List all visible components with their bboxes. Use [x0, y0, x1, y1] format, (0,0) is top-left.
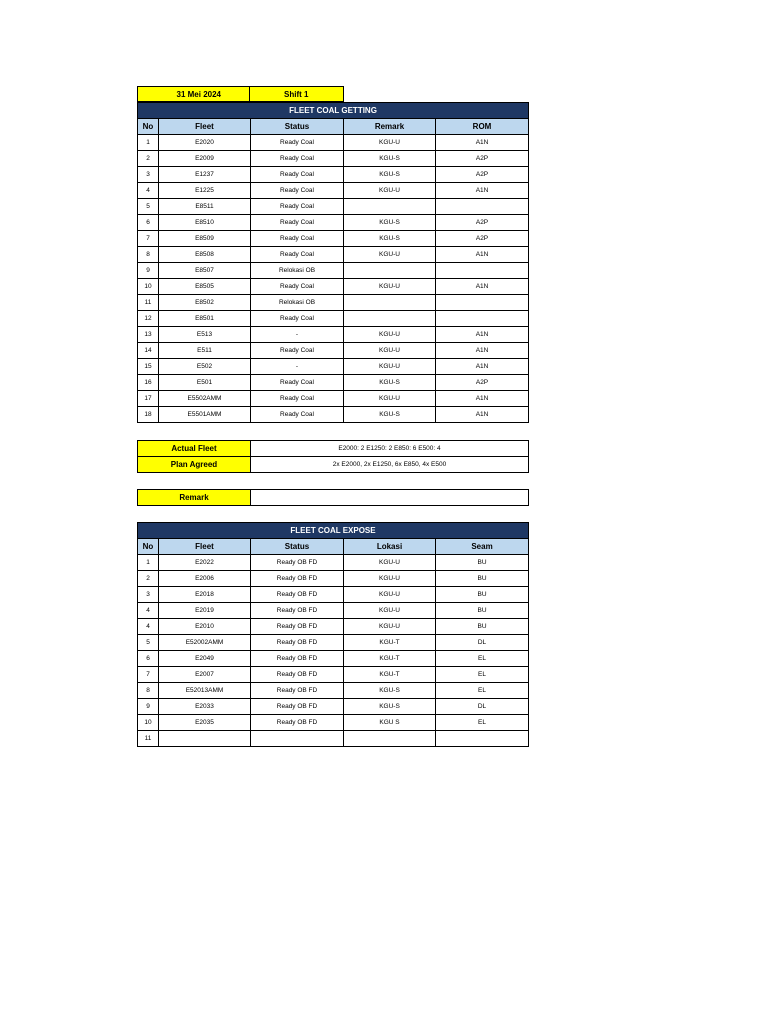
table-cell: Ready Coal: [251, 407, 344, 423]
table-cell: EL: [436, 715, 529, 731]
table-cell: KGU-U: [344, 555, 436, 571]
fleet-coal-getting-section: [137, 102, 529, 423]
table-cell: A1N: [436, 359, 529, 375]
table-row: [138, 215, 529, 231]
table-row: [138, 135, 529, 151]
table-cell: Ready OB FD: [251, 651, 344, 667]
table-cell: KGU-S: [344, 699, 436, 715]
actual-fleet-row: [138, 441, 529, 457]
table-cell: E8509: [159, 231, 251, 247]
table-cell: E502: [159, 359, 251, 375]
table-cell: A1N: [436, 407, 529, 423]
table-row: [138, 279, 529, 295]
table-row: [138, 651, 529, 667]
table-row: [138, 587, 529, 603]
table-cell: KGU-T: [344, 651, 436, 667]
expose-col-header: Status: [251, 539, 344, 555]
table-cell: A1N: [436, 183, 529, 199]
report-date: 31 Mei 2024: [138, 87, 250, 102]
table-cell: E2022: [159, 555, 251, 571]
table-cell: 3: [138, 167, 159, 183]
table-cell: KGU-S: [344, 167, 436, 183]
table-cell: E5502AMM: [159, 391, 251, 407]
actual-fleet-label: Actual Fleet: [138, 441, 251, 457]
table-cell: KGU-S: [344, 231, 436, 247]
table-cell: Ready Coal: [251, 167, 344, 183]
table-cell: E2035: [159, 715, 251, 731]
table-cell: KGU-U: [344, 183, 436, 199]
table-row: [138, 715, 529, 731]
table-cell: 13: [138, 327, 159, 343]
table-row: [138, 247, 529, 263]
table-cell: BU: [436, 571, 529, 587]
table-cell: 2: [138, 571, 159, 587]
table-row: [138, 375, 529, 391]
table-cell: KGU-S: [344, 407, 436, 423]
table-cell: E52013AMM: [159, 683, 251, 699]
table-cell: 14: [138, 343, 159, 359]
expose-col-header: Seam: [436, 539, 529, 555]
table-row: [138, 327, 529, 343]
table-cell: KGU-U: [344, 603, 436, 619]
table-cell: BU: [436, 619, 529, 635]
table-row: [138, 555, 529, 571]
remark-value: [251, 490, 529, 506]
table-cell: Ready Coal: [251, 391, 344, 407]
table-cell: 7: [138, 667, 159, 683]
table-cell: Ready Coal: [251, 375, 344, 391]
table-row: [138, 683, 529, 699]
table-cell: KGU-U: [344, 327, 436, 343]
getting-col-header: No: [138, 119, 159, 135]
table-cell: 15: [138, 359, 159, 375]
table-cell: 11: [138, 731, 159, 747]
table-cell: A1N: [436, 391, 529, 407]
table-cell: 1: [138, 555, 159, 571]
table-cell: E2033: [159, 699, 251, 715]
table-cell: Ready Coal: [251, 279, 344, 295]
table-cell: KGU-U: [344, 391, 436, 407]
table-cell: Ready Coal: [251, 199, 344, 215]
table-cell: E8505: [159, 279, 251, 295]
table-cell: KGU-S: [344, 683, 436, 699]
table-cell: KGU-T: [344, 667, 436, 683]
table-cell: Ready OB FD: [251, 571, 344, 587]
table-cell: [159, 731, 251, 747]
table-cell: E52002AMM: [159, 635, 251, 651]
table-cell: Ready Coal: [251, 135, 344, 151]
fleet-summary-table: [137, 440, 529, 473]
table-row: [138, 311, 529, 327]
table-cell: A1N: [436, 279, 529, 295]
table-cell: KGU-S: [344, 215, 436, 231]
table-cell: KGU-U: [344, 571, 436, 587]
getting-col-header: ROM: [436, 119, 529, 135]
table-cell: [251, 731, 344, 747]
table-cell: 10: [138, 715, 159, 731]
table-cell: [344, 731, 436, 747]
table-cell: 12: [138, 311, 159, 327]
expose-title: FLEET COAL EXPOSE: [138, 523, 529, 539]
table-cell: 7: [138, 231, 159, 247]
table-cell: A1N: [436, 327, 529, 343]
table-cell: Ready Coal: [251, 311, 344, 327]
table-cell: E5501AMM: [159, 407, 251, 423]
table-cell: E501: [159, 375, 251, 391]
table-cell: 3: [138, 587, 159, 603]
table-row: [138, 667, 529, 683]
table-cell: KGU-U: [344, 279, 436, 295]
remark-label: Remark: [138, 490, 251, 506]
table-cell: A2P: [436, 151, 529, 167]
table-cell: EL: [436, 683, 529, 699]
table-cell: 5: [138, 199, 159, 215]
table-cell: [436, 295, 529, 311]
table-cell: 8: [138, 683, 159, 699]
table-cell: E2018: [159, 587, 251, 603]
getting-col-header: Fleet: [159, 119, 251, 135]
table-cell: KGU-S: [344, 375, 436, 391]
fleet-coal-expose-section: [137, 522, 529, 747]
plan-agreed-label: Plan Agreed: [138, 457, 251, 473]
table-cell: E2019: [159, 603, 251, 619]
expose-col-header: Lokasi: [344, 539, 436, 555]
table-cell: 4: [138, 183, 159, 199]
table-cell: E2006: [159, 571, 251, 587]
table-cell: Ready Coal: [251, 215, 344, 231]
table-cell: E2007: [159, 667, 251, 683]
table-cell: Ready OB FD: [251, 715, 344, 731]
table-cell: 18: [138, 407, 159, 423]
table-cell: A2P: [436, 375, 529, 391]
table-cell: 9: [138, 263, 159, 279]
table-cell: E1225: [159, 183, 251, 199]
table-cell: Ready Coal: [251, 231, 344, 247]
expose-col-header: No: [138, 539, 159, 555]
table-cell: 2: [138, 151, 159, 167]
table-cell: A2P: [436, 231, 529, 247]
plan-agreed-value: 2x E2000, 2x E1250, 6x E850, 4x E500: [251, 457, 529, 473]
table-cell: EL: [436, 651, 529, 667]
table-cell: E2049: [159, 651, 251, 667]
table-cell: Ready OB FD: [251, 699, 344, 715]
table-cell: 9: [138, 699, 159, 715]
table-cell: E8501: [159, 311, 251, 327]
table-cell: DL: [436, 699, 529, 715]
table-row: [138, 359, 529, 375]
table-cell: Ready Coal: [251, 151, 344, 167]
table-cell: 8: [138, 247, 159, 263]
expose-col-header: Fleet: [159, 539, 251, 555]
table-cell: [436, 731, 529, 747]
table-row: [138, 407, 529, 423]
table-cell: 1: [138, 135, 159, 151]
table-cell: Ready Coal: [251, 343, 344, 359]
table-cell: BU: [436, 603, 529, 619]
table-cell: E511: [159, 343, 251, 359]
table-cell: Ready OB FD: [251, 635, 344, 651]
table-cell: Relokasi OB: [251, 263, 344, 279]
table-cell: A2P: [436, 167, 529, 183]
table-row: [138, 295, 529, 311]
table-cell: 10: [138, 279, 159, 295]
expose-header-row: [138, 539, 529, 555]
table-cell: 6: [138, 215, 159, 231]
table-cell: Ready OB FD: [251, 619, 344, 635]
table-row: [138, 343, 529, 359]
table-cell: E2009: [159, 151, 251, 167]
getting-title: FLEET COAL GETTING: [138, 103, 529, 119]
table-cell: Ready OB FD: [251, 603, 344, 619]
remark-section: [137, 489, 529, 506]
table-cell: [344, 311, 436, 327]
table-cell: [436, 199, 529, 215]
table-cell: DL: [436, 635, 529, 651]
table-cell: [344, 199, 436, 215]
table-cell: KGU S: [344, 715, 436, 731]
table-cell: KGU-U: [344, 359, 436, 375]
table-cell: 6: [138, 651, 159, 667]
table-row: [138, 603, 529, 619]
actual-fleet-value: E2000: 2 E1250: 2 E850: 6 E500: 4: [251, 441, 529, 457]
getting-header-row: [138, 119, 529, 135]
table-cell: E513: [159, 327, 251, 343]
table-cell: KGU-U: [344, 619, 436, 635]
getting-col-header: Remark: [344, 119, 436, 135]
table-cell: E8510: [159, 215, 251, 231]
table-cell: -: [251, 359, 344, 375]
table-cell: -: [251, 327, 344, 343]
table-cell: E1237: [159, 167, 251, 183]
report-shift: Shift 1: [250, 87, 344, 102]
table-row: [138, 167, 529, 183]
table-cell: 16: [138, 375, 159, 391]
table-cell: E8511: [159, 199, 251, 215]
table-cell: [436, 263, 529, 279]
table-row: [138, 231, 529, 247]
table-cell: A1N: [436, 343, 529, 359]
getting-col-header: Status: [251, 119, 344, 135]
fleet-coal-expose-table: [137, 522, 529, 747]
table-row: [138, 571, 529, 587]
table-cell: E8507: [159, 263, 251, 279]
table-row: [138, 731, 529, 747]
table-cell: Relokasi OB: [251, 295, 344, 311]
table-row: [138, 263, 529, 279]
remark-table: [137, 489, 529, 506]
table-cell: 5: [138, 635, 159, 651]
table-row: [138, 699, 529, 715]
table-cell: A2P: [436, 215, 529, 231]
table-row: [138, 635, 529, 651]
header-table: [137, 86, 344, 102]
table-cell: KGU-S: [344, 151, 436, 167]
table-cell: E8508: [159, 247, 251, 263]
table-cell: 11: [138, 295, 159, 311]
report-header: [137, 86, 344, 102]
table-cell: KGU-U: [344, 247, 436, 263]
table-row: [138, 151, 529, 167]
table-cell: Ready OB FD: [251, 555, 344, 571]
fleet-summary: [137, 440, 529, 473]
table-cell: Ready OB FD: [251, 587, 344, 603]
table-cell: [344, 263, 436, 279]
table-cell: 17: [138, 391, 159, 407]
table-cell: KGU-U: [344, 587, 436, 603]
table-cell: Ready OB FD: [251, 667, 344, 683]
table-cell: BU: [436, 555, 529, 571]
table-row: [138, 391, 529, 407]
table-cell: A1N: [436, 135, 529, 151]
table-cell: Ready Coal: [251, 183, 344, 199]
table-cell: E8502: [159, 295, 251, 311]
table-cell: EL: [436, 667, 529, 683]
table-cell: KGU-U: [344, 135, 436, 151]
table-cell: [436, 311, 529, 327]
table-cell: E2010: [159, 619, 251, 635]
plan-agreed-row: [138, 457, 529, 473]
fleet-coal-getting-table: [137, 102, 529, 423]
table-cell: A1N: [436, 247, 529, 263]
table-row: [138, 199, 529, 215]
table-cell: 4: [138, 603, 159, 619]
table-cell: [344, 295, 436, 311]
table-row: [138, 183, 529, 199]
table-cell: Ready OB FD: [251, 683, 344, 699]
table-cell: E2020: [159, 135, 251, 151]
table-cell: KGU-T: [344, 635, 436, 651]
table-cell: KGU-U: [344, 343, 436, 359]
table-cell: Ready Coal: [251, 247, 344, 263]
table-cell: 4: [138, 619, 159, 635]
table-cell: BU: [436, 587, 529, 603]
table-row: [138, 619, 529, 635]
